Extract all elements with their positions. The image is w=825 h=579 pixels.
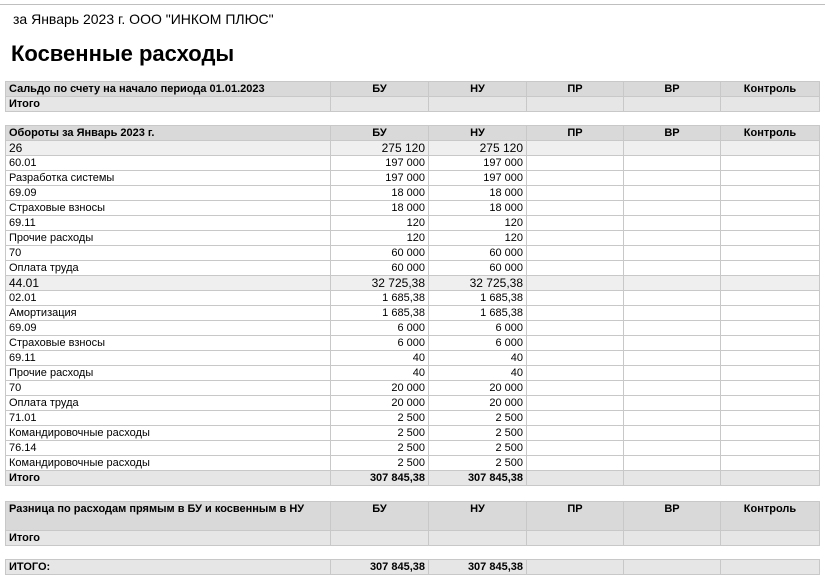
row-nu-value: 6 000 — [429, 321, 527, 336]
turnover-header-label: Обороты за Январь 2023 г. — [6, 126, 331, 141]
row-label: 69.09 — [6, 321, 331, 336]
col-header-vr: ВР — [624, 502, 721, 531]
row-bu-value: 40 — [331, 351, 429, 366]
expense-item-row — [6, 231, 820, 246]
grand-total-nu: 307 845,38 — [429, 560, 527, 575]
row-bu-value: 1 685,38 — [331, 291, 429, 306]
row-nu-value: 1 685,38 — [429, 306, 527, 321]
row-bu-value: 197 000 — [331, 156, 429, 171]
row-pr-value — [527, 306, 624, 321]
row-nu-value: 1 685,38 — [429, 291, 527, 306]
row-control-value — [721, 216, 820, 231]
row-vr-value — [624, 261, 721, 276]
row-vr-value — [624, 156, 721, 171]
expense-item-row — [6, 201, 820, 216]
difference-header-row — [6, 502, 820, 531]
expense-item-row — [6, 336, 820, 351]
row-vr-value — [624, 171, 721, 186]
expense-item-row — [6, 261, 820, 276]
row-bu-value: 32 725,38 — [331, 276, 429, 291]
row-label: 69.11 — [6, 351, 331, 366]
opening-total-label: Итого — [6, 97, 331, 112]
row-label: 26 — [6, 141, 331, 156]
col-header-pr: ПР — [527, 82, 624, 97]
expense-item-row — [6, 456, 820, 471]
turnover-total-bu: 307 845,38 — [331, 471, 429, 486]
expense-item-row — [6, 171, 820, 186]
difference-total-row — [6, 531, 820, 546]
row-label: Прочие расходы — [6, 231, 331, 246]
row-pr-value — [527, 366, 624, 381]
account-group-row — [6, 276, 820, 291]
row-control-value — [721, 321, 820, 336]
turnover-table — [5, 125, 820, 486]
row-label: Командировочные расходы — [6, 456, 331, 471]
report-subtitle: за Январь 2023 г. ООО "ИНКОМ ПЛЮС" — [13, 11, 274, 27]
expense-item-row — [6, 366, 820, 381]
row-label: Командировочные расходы — [6, 426, 331, 441]
row-control-value — [721, 456, 820, 471]
grand-total-row — [6, 560, 820, 575]
row-control-value — [721, 276, 820, 291]
row-vr-value — [624, 141, 721, 156]
row-pr-value — [527, 276, 624, 291]
row-nu-value: 40 — [429, 351, 527, 366]
row-control-value — [721, 186, 820, 201]
row-control-value — [721, 336, 820, 351]
row-bu-value: 2 500 — [331, 441, 429, 456]
row-pr-value — [527, 396, 624, 411]
turnover-total-row — [6, 471, 820, 486]
col-header-control: Контроль — [721, 502, 820, 531]
difference-table — [5, 501, 820, 546]
col-header-vr: ВР — [624, 82, 721, 97]
row-control-value — [721, 156, 820, 171]
row-bu-value: 20 000 — [331, 381, 429, 396]
row-label: 69.11 — [6, 216, 331, 231]
row-nu-value: 275 120 — [429, 141, 527, 156]
row-control-value — [721, 381, 820, 396]
row-pr-value — [527, 336, 624, 351]
row-nu-value: 60 000 — [429, 261, 527, 276]
row-pr-value — [527, 201, 624, 216]
row-vr-value — [624, 426, 721, 441]
row-label: Прочие расходы — [6, 366, 331, 381]
account-row — [6, 156, 820, 171]
row-bu-value: 2 500 — [331, 411, 429, 426]
row-label: Разработка системы — [6, 171, 331, 186]
row-control-value — [721, 171, 820, 186]
row-nu-value: 40 — [429, 366, 527, 381]
row-label: 69.09 — [6, 186, 331, 201]
col-header-nu: НУ — [429, 502, 527, 531]
row-nu-value: 20 000 — [429, 396, 527, 411]
row-vr-value — [624, 231, 721, 246]
account-row — [6, 381, 820, 396]
row-vr-value — [624, 291, 721, 306]
row-nu-value: 32 725,38 — [429, 276, 527, 291]
row-control-value — [721, 396, 820, 411]
row-label: Оплата труда — [6, 261, 331, 276]
row-pr-value — [527, 216, 624, 231]
account-row — [6, 351, 820, 366]
account-row — [6, 186, 820, 201]
row-vr-value — [624, 246, 721, 261]
row-vr-value — [624, 366, 721, 381]
row-label: Страховые взносы — [6, 201, 331, 216]
row-control-value — [721, 201, 820, 216]
row-label: Амортизация — [6, 306, 331, 321]
account-row — [6, 246, 820, 261]
row-label: 44.01 — [6, 276, 331, 291]
col-header-vr: ВР — [624, 126, 721, 141]
row-label: 60.01 — [6, 156, 331, 171]
row-vr-value — [624, 441, 721, 456]
row-pr-value — [527, 171, 624, 186]
row-bu-value: 60 000 — [331, 246, 429, 261]
row-pr-value — [527, 156, 624, 171]
row-pr-value — [527, 231, 624, 246]
row-control-value — [721, 411, 820, 426]
opening-total-row — [6, 97, 820, 112]
row-label: Оплата труда — [6, 396, 331, 411]
row-bu-value: 6 000 — [331, 321, 429, 336]
row-pr-value — [527, 261, 624, 276]
top-border — [0, 4, 825, 5]
turnover-total-label: Итого — [6, 471, 331, 486]
row-nu-value: 18 000 — [429, 186, 527, 201]
col-header-nu: НУ — [429, 82, 527, 97]
account-row — [6, 216, 820, 231]
row-nu-value: 60 000 — [429, 246, 527, 261]
row-control-value — [721, 246, 820, 261]
row-bu-value: 40 — [331, 366, 429, 381]
row-control-value — [721, 141, 820, 156]
turnover-header-row — [6, 126, 820, 141]
opening-header-label: Сальдо по счету на начало периода 01.01.2023 — [6, 82, 331, 97]
difference-header-label: Разница по расходам прямым в БУ и косвенным в НУ — [6, 502, 331, 531]
col-header-bu: БУ — [331, 502, 429, 531]
row-nu-value: 2 500 — [429, 426, 527, 441]
row-control-value — [721, 366, 820, 381]
row-control-value — [721, 306, 820, 321]
row-bu-value: 120 — [331, 231, 429, 246]
row-control-value — [721, 231, 820, 246]
row-pr-value — [527, 426, 624, 441]
turnover-total-nu: 307 845,38 — [429, 471, 527, 486]
col-header-pr: ПР — [527, 502, 624, 531]
account-group-row — [6, 141, 820, 156]
col-header-bu: БУ — [331, 126, 429, 141]
row-bu-value: 275 120 — [331, 141, 429, 156]
row-label: 70 — [6, 381, 331, 396]
row-pr-value — [527, 186, 624, 201]
row-label: 02.01 — [6, 291, 331, 306]
row-label: 76.14 — [6, 441, 331, 456]
row-bu-value: 2 500 — [331, 456, 429, 471]
account-row — [6, 321, 820, 336]
row-vr-value — [624, 381, 721, 396]
row-pr-value — [527, 456, 624, 471]
row-control-value — [721, 351, 820, 366]
row-vr-value — [624, 201, 721, 216]
row-vr-value — [624, 306, 721, 321]
row-vr-value — [624, 351, 721, 366]
row-label: 70 — [6, 246, 331, 261]
row-control-value — [721, 441, 820, 456]
row-bu-value: 197 000 — [331, 171, 429, 186]
row-bu-value: 18 000 — [331, 201, 429, 216]
row-pr-value — [527, 351, 624, 366]
row-label: 71.01 — [6, 411, 331, 426]
row-pr-value — [527, 246, 624, 261]
row-pr-value — [527, 141, 624, 156]
row-vr-value — [624, 396, 721, 411]
row-vr-value — [624, 216, 721, 231]
col-header-control: Контроль — [721, 82, 820, 97]
row-nu-value: 2 500 — [429, 411, 527, 426]
row-nu-value: 197 000 — [429, 171, 527, 186]
row-bu-value: 6 000 — [331, 336, 429, 351]
grand-total-bu: 307 845,38 — [331, 560, 429, 575]
row-vr-value — [624, 456, 721, 471]
row-bu-value: 20 000 — [331, 396, 429, 411]
row-nu-value: 20 000 — [429, 381, 527, 396]
account-row — [6, 441, 820, 456]
row-pr-value — [527, 381, 624, 396]
row-vr-value — [624, 411, 721, 426]
expense-item-row — [6, 426, 820, 441]
opening-header-row — [6, 82, 820, 97]
row-nu-value: 197 000 — [429, 156, 527, 171]
row-bu-value: 1 685,38 — [331, 306, 429, 321]
row-pr-value — [527, 291, 624, 306]
row-pr-value — [527, 411, 624, 426]
col-header-pr: ПР — [527, 126, 624, 141]
row-nu-value: 2 500 — [429, 441, 527, 456]
row-nu-value: 120 — [429, 231, 527, 246]
col-header-nu: НУ — [429, 126, 527, 141]
row-nu-value: 6 000 — [429, 336, 527, 351]
row-vr-value — [624, 336, 721, 351]
expense-item-row — [6, 396, 820, 411]
account-row — [6, 291, 820, 306]
grand-total-table — [5, 559, 820, 575]
col-header-control: Контроль — [721, 126, 820, 141]
row-control-value — [721, 291, 820, 306]
row-pr-value — [527, 321, 624, 336]
row-vr-value — [624, 276, 721, 291]
opening-balance-table — [5, 81, 820, 112]
report-title: Косвенные расходы — [11, 41, 235, 66]
row-pr-value — [527, 441, 624, 456]
row-bu-value: 2 500 — [331, 426, 429, 441]
account-row — [6, 411, 820, 426]
row-bu-value: 60 000 — [331, 261, 429, 276]
grand-total-label: ИТОГО: — [6, 560, 331, 575]
row-vr-value — [624, 186, 721, 201]
row-vr-value — [624, 321, 721, 336]
row-control-value — [721, 426, 820, 441]
row-bu-value: 120 — [331, 216, 429, 231]
row-control-value — [721, 261, 820, 276]
row-bu-value: 18 000 — [331, 186, 429, 201]
difference-total-label: Итого — [6, 531, 331, 546]
row-nu-value: 18 000 — [429, 201, 527, 216]
col-header-bu: БУ — [331, 82, 429, 97]
row-label: Страховые взносы — [6, 336, 331, 351]
expense-item-row — [6, 306, 820, 321]
row-nu-value: 2 500 — [429, 456, 527, 471]
row-nu-value: 120 — [429, 216, 527, 231]
